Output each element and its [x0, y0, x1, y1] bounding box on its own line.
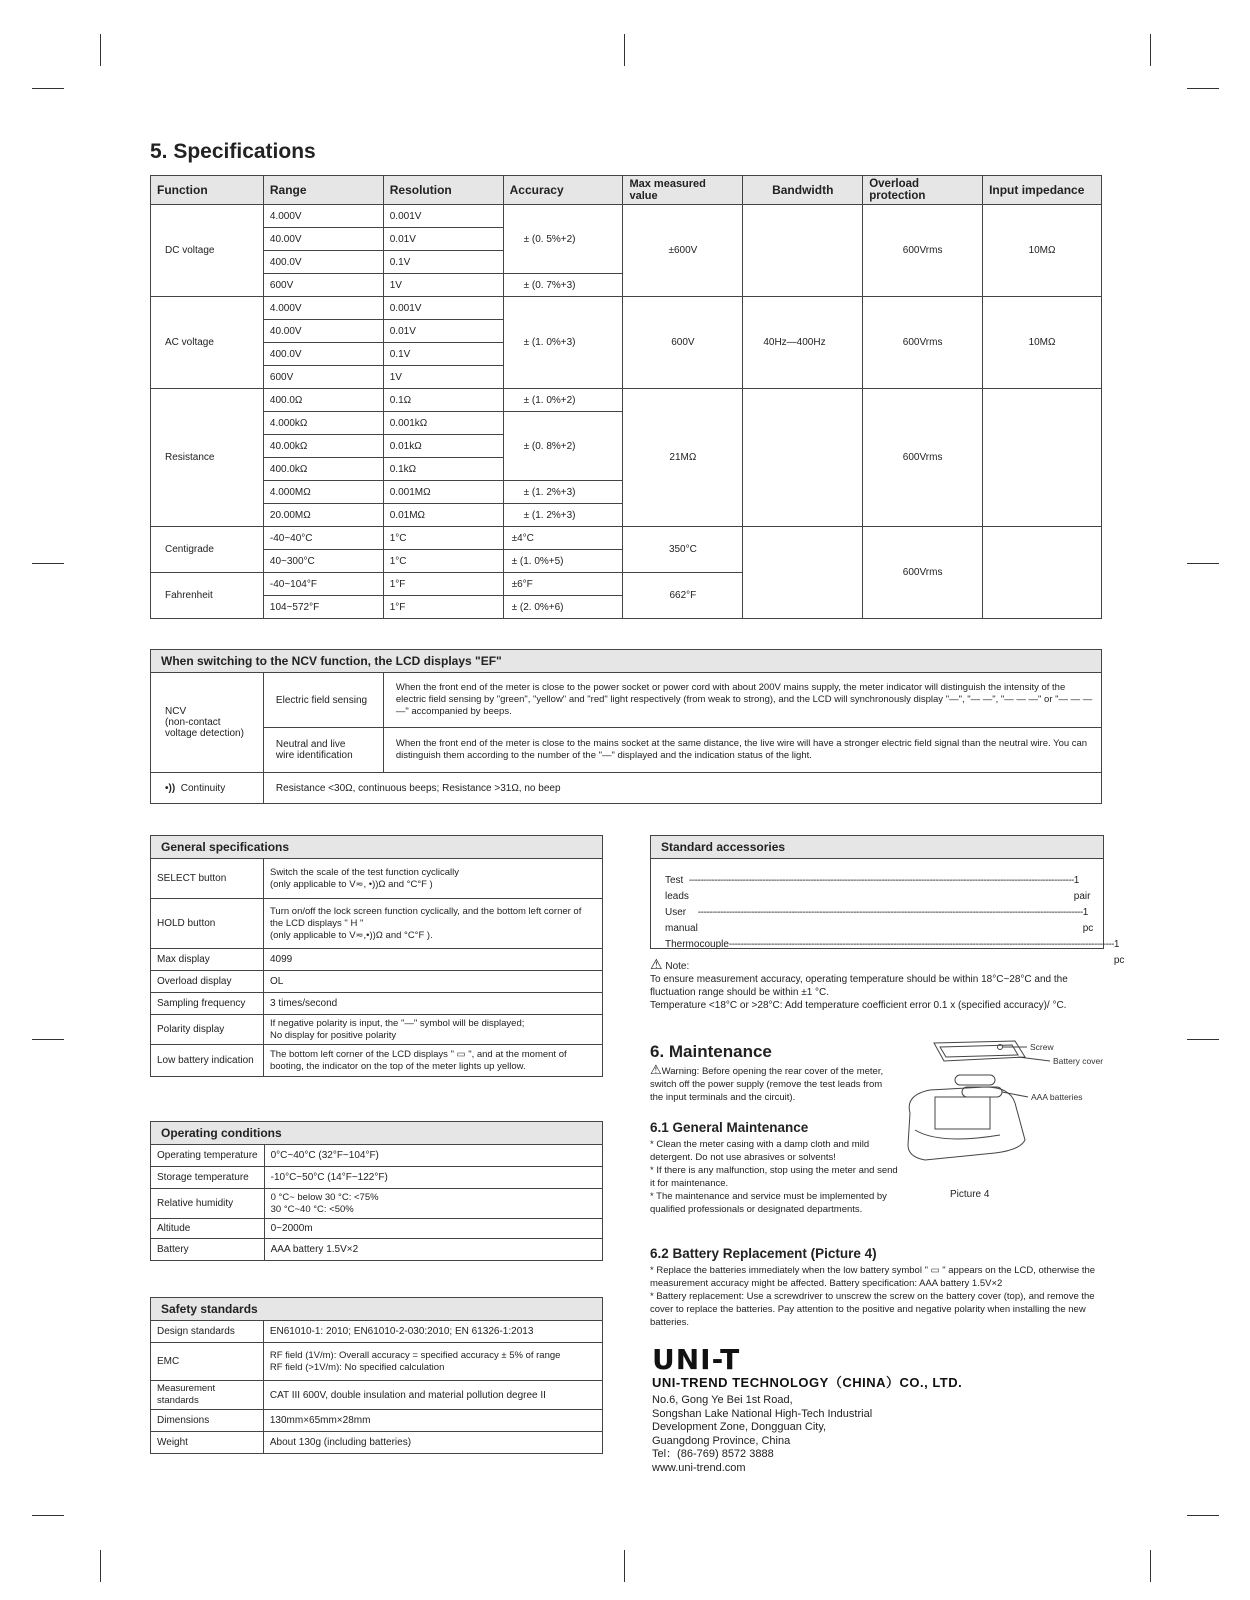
table-row — [151, 1432, 603, 1454]
spec-value: 4099 — [263, 949, 602, 971]
range-cell: 104~572°F — [263, 596, 383, 619]
spec-value: The bottom left corner of the LCD displays " ▭ ", and at the moment of booting, the indicator on the top of the meter lights up yellow. — [263, 1045, 602, 1077]
table-row — [151, 1145, 603, 1167]
accessories-header: Standard accessories — [651, 836, 1103, 859]
bandwidth-cell: 40Hz—400Hz — [743, 297, 863, 389]
range-cell: 600V — [263, 274, 383, 297]
spec-key: Dimensions — [151, 1410, 264, 1432]
header-max-measured: Max measured value — [623, 176, 743, 205]
accessory-qty: 1 pc — [1113, 939, 1125, 966]
table-row — [151, 1343, 603, 1381]
table-row — [151, 899, 603, 949]
range-cell: 4.000V — [263, 297, 383, 320]
crop-mark — [32, 1039, 64, 1040]
spec-key: Measurement standards — [151, 1381, 264, 1410]
header-range: Range — [263, 176, 383, 205]
safety-header: Safety standards — [151, 1298, 603, 1321]
impedance-cell — [983, 389, 1102, 527]
warning-icon: ⚠ — [650, 956, 663, 972]
maintenance-title: 6. Maintenance — [650, 1042, 772, 1061]
warning-icon: ⚠ — [650, 1062, 662, 1077]
spec-key: Altitude — [151, 1219, 265, 1239]
ncv-header: When switching to the NCV function, the LCD displays "EF" — [151, 650, 1102, 673]
accessories-box — [650, 835, 1125, 966]
spec-value: -10°C~50°C (14°F~122°F) — [264, 1167, 602, 1189]
function-cell: Resistance — [151, 389, 264, 527]
batteries-label: AAA batteries — [1031, 1092, 1083, 1102]
range-cell: -40~104°F — [263, 573, 383, 596]
battery-replacement-list — [650, 1264, 1105, 1329]
header-overload: Overload protection — [863, 176, 983, 205]
resolution-cell: 1V — [383, 274, 503, 297]
maintenance-warning — [650, 1063, 885, 1104]
ncv-function: NCV (non-contact voltage detection) — [151, 673, 264, 773]
leader-dots: ---------------------------------------------------------------------------------------------------------------------------------------- — [688, 875, 1074, 886]
range-cell: 400.0V — [263, 343, 383, 366]
note-title-row — [650, 958, 1105, 973]
accessories-list — [651, 859, 1125, 969]
spec-value: EN61010-1: 2010; EN61010-2-030:2010; EN 61326-1:2013 — [263, 1321, 602, 1343]
table-row — [151, 1045, 603, 1077]
website-link[interactable]: www.uni-trend.com — [652, 1461, 746, 1474]
crop-mark — [1187, 1515, 1219, 1516]
crop-mark — [100, 1550, 101, 1582]
list-item: * Battery replacement: Use a screwdriver to unscrew the screw on the battery cover (top), and remove the cover to replace the batteries. Pay attention to the positive and negative polarity when installing the new batteries. — [650, 1291, 1095, 1328]
spec-value: 0~2000m — [264, 1219, 602, 1239]
leader-dots: ---------------------------------------------------------------------------------------------------------------------------------------- — [697, 907, 1083, 918]
accessory-qty: 1 pair — [1073, 875, 1091, 902]
table-row — [151, 993, 603, 1015]
safety-standards-table — [150, 1297, 603, 1454]
overload-cell: 600Vrms — [863, 527, 983, 619]
ncv-row1-text: When the front end of the meter is close to the power socket or power cord with about 200V mains supply, the meter indicator will distinguish the intensity of the electric field sensing by "green", "yellow" and "red" light respectively (from weak to strong), and the LCD will synchronously display "—", "— —", "— — —" or "— — — —" accompanied by beeps. — [383, 673, 1101, 728]
page-title: 5. Specifications — [150, 140, 316, 163]
spec-value: Turn on/off the lock screen function cyclically, and the bottom left corner of the LCD displays " H " (only applicable to V≂,•))Ω and °C°F ).​ — [263, 899, 602, 949]
function-cell: Fahrenheit — [151, 573, 264, 619]
battery-shape — [962, 1087, 1002, 1097]
address-line: Songshan Lake National High-Tech Industrial — [652, 1407, 873, 1420]
maintenance-list — [650, 1138, 905, 1216]
impedance-cell: 10MΩ — [983, 205, 1102, 297]
battery-replacement-title: 6.2 Battery Replacement (Picture 4) — [650, 1246, 877, 1261]
table-row — [151, 1015, 603, 1045]
max-cell: ±600V — [623, 205, 743, 297]
spec-key: Storage temperature — [151, 1167, 265, 1189]
address-line: Development Zone, Dongguan City, — [652, 1421, 827, 1433]
ncv-table — [150, 649, 1102, 804]
accuracy-cell: ± (1. 0%+3) — [503, 297, 623, 389]
bandwidth-cell — [743, 389, 863, 527]
crop-mark — [100, 34, 101, 66]
resolution-cell: 0.01kΩ — [383, 435, 503, 458]
meter-edge — [915, 1130, 1000, 1139]
resolution-cell: 1°C — [383, 550, 503, 573]
spec-key: EMC — [151, 1343, 264, 1381]
crop-mark — [1187, 563, 1219, 564]
header-bandwidth: Bandwidth — [743, 176, 863, 205]
note-text: To ensure measurement accuracy, operating temperature should be within 18°C~28°C and the fluctuation range should be within ±1 °C. — [650, 974, 1068, 998]
accuracy-cell: ±4°C — [503, 527, 623, 550]
battery-replacement-illustration — [900, 1035, 1105, 1205]
list-item — [665, 905, 1094, 937]
crop-mark — [1150, 1550, 1151, 1582]
ncv-row1-label: Electric field sensing — [263, 673, 383, 728]
resolution-cell: 0.001V — [383, 205, 503, 228]
resolution-cell: 0.01V — [383, 320, 503, 343]
accessory-name: Test leads — [665, 875, 689, 902]
overload-cell: 600Vrms — [863, 389, 983, 527]
spec-value: OL — [263, 971, 602, 993]
operating-conditions-table — [150, 1121, 603, 1261]
table-row — [151, 1381, 603, 1410]
range-cell: 40.00V — [263, 228, 383, 251]
impedance-cell — [983, 527, 1102, 619]
header-accuracy: Accuracy — [503, 176, 623, 205]
max-cell: 350°C — [623, 527, 743, 573]
spec-key: SELECT button — [151, 859, 264, 899]
accuracy-cell: ± (1. 0%+5) — [503, 550, 623, 573]
crop-mark — [1187, 1039, 1219, 1040]
ncv-row2-label: Neutral and live wire identification — [263, 728, 383, 773]
spec-key: Design standards — [151, 1321, 264, 1343]
crop-mark — [624, 1550, 625, 1582]
cover-leader — [1018, 1057, 1050, 1061]
function-cell: AC voltage — [151, 297, 264, 389]
spec-value: Switch the scale of the test function cyclically (only applicable to V≂, •))Ω and °C°F ) — [263, 859, 602, 899]
beep-icon: •)) — [165, 782, 176, 794]
overload-cell: 600Vrms — [863, 205, 983, 297]
table-row — [151, 527, 1102, 550]
warning-text: Warning: Before opening the rear cover of the meter, switch off the power supply (remove the test leads from the input terminals and the circuit). — [650, 1066, 884, 1103]
impedance-cell: 10MΩ — [983, 297, 1102, 389]
spec-key: Weight — [151, 1432, 264, 1454]
resolution-cell: 1°C — [383, 527, 503, 550]
table-row — [151, 728, 1102, 773]
table-row — [151, 1410, 603, 1432]
address-line: Guangdong Province, China — [652, 1434, 791, 1447]
max-cell: 662°F — [623, 573, 743, 619]
crop-mark — [32, 563, 64, 564]
note-text: Temperature <18°C or >28°C: Add temperature coefficient error 0.1 x (specified accuracy)/ °C. — [650, 1000, 1067, 1011]
spec-key: Polarity display — [151, 1015, 264, 1045]
accuracy-cell: ± (2. 0%+6) — [503, 596, 623, 619]
resolution-cell: 1°F — [383, 596, 503, 619]
table-row — [151, 1189, 603, 1219]
ncv-row2-text: When the front end of the meter is close to the mains socket at the same distance, the live wire will have a stronger electric field signal than the neutral wire. You can distinguish them according to the number of the "—" displayed and the indication status of the light. — [383, 728, 1101, 773]
meter-back-panel — [935, 1097, 990, 1129]
battery-cover-shape — [934, 1041, 1025, 1061]
table-row — [151, 1167, 603, 1189]
address-line: Tel：(86-769) 8572 3888 — [652, 1448, 774, 1460]
meter-body-shape — [908, 1087, 1025, 1160]
header-function: Function — [151, 176, 264, 205]
spec-key: Max display — [151, 949, 264, 971]
range-cell: 400.0Ω — [263, 389, 383, 412]
general-header: General specifications — [151, 836, 603, 859]
accessory-name: Thermocouple — [665, 939, 729, 950]
leader-dots: ---------------------------------------------------------------------------------------------------------------------------------------- — [728, 939, 1114, 950]
table-row — [151, 773, 1102, 804]
spec-value: About 130g (including batteries) — [263, 1432, 602, 1454]
spec-key: Operating temperature — [151, 1145, 265, 1167]
cover-label: Battery cover — [1053, 1056, 1104, 1066]
range-cell: 600V — [263, 366, 383, 389]
spec-value: RF field (1V/m): Overall accuracy = specified accuracy ± 5% of range RF field (>1V/m): No specified calculation — [263, 1343, 602, 1381]
general-maintenance-title: 6.1 General Maintenance — [650, 1120, 809, 1135]
bandwidth-cell — [743, 205, 863, 297]
operating-header: Operating conditions — [151, 1122, 603, 1145]
table-row — [151, 971, 603, 993]
list-item: * The maintenance and service must be implemented by qualified professionals or designated departments. — [650, 1191, 887, 1215]
note-block — [650, 958, 1105, 1012]
range-cell: 4.000V — [263, 205, 383, 228]
max-cell: 600V — [623, 297, 743, 389]
accuracy-cell: ± (1. 2%+3) — [503, 481, 623, 504]
accuracy-cell: ± (0. 5%+2) — [503, 205, 623, 274]
function-cell: DC voltage — [151, 205, 264, 297]
range-cell: 400.0kΩ — [263, 458, 383, 481]
resolution-cell: 0.01MΩ — [383, 504, 503, 527]
resolution-cell: 0.1V — [383, 343, 503, 366]
range-cell: 4.000kΩ — [263, 412, 383, 435]
spec-key: Overload display — [151, 971, 264, 993]
spec-key: Low battery indication — [151, 1045, 264, 1077]
range-cell: -40~40°C — [263, 527, 383, 550]
list-item — [665, 873, 1089, 905]
resolution-cell: 0.001V — [383, 297, 503, 320]
resolution-cell: 0.001kΩ — [383, 412, 503, 435]
list-item: * Clean the meter casing with a damp cloth and mild detergent. Do not use abrasives or solvents! — [650, 1139, 870, 1163]
header-impedance: Input impedance — [983, 176, 1102, 205]
specifications-table — [150, 175, 1102, 619]
resolution-cell: 0.1kΩ — [383, 458, 503, 481]
accuracy-cell: ± (1. 0%+2) — [503, 389, 623, 412]
resolution-cell: 0.1V — [383, 251, 503, 274]
table-row — [151, 389, 1102, 412]
uni-t-logo: UNI-T — [652, 1343, 741, 1376]
bandwidth-cell — [743, 527, 863, 619]
spec-value: AAA battery 1.5V×2 — [264, 1239, 602, 1261]
spec-value: 3 times/second — [263, 993, 602, 1015]
crop-mark — [32, 88, 64, 89]
table-row — [151, 1321, 603, 1343]
spec-value: 130mm×65mm×28mm — [263, 1410, 602, 1432]
spec-key: Sampling frequency — [151, 993, 264, 1015]
company-address — [652, 1394, 872, 1475]
accuracy-cell: ± (1. 2%+3) — [503, 504, 623, 527]
company-name: UNI-TREND TECHNOLOGY（CHINA）CO., LTD. — [652, 1375, 963, 1390]
spec-value: If negative polarity is input, the "—" symbol will be displayed; No display for positive polarity — [263, 1015, 602, 1045]
list-item: * Replace the batteries immediately when the low battery symbol " ▭ " appears on the LCD, otherwise the measurement accuracy might be affected. Battery specification: AAA battery 1.5V×2 — [650, 1265, 1096, 1289]
range-cell: 4.000MΩ — [263, 481, 383, 504]
table-row — [151, 859, 603, 899]
range-cell: 40.00kΩ — [263, 435, 383, 458]
spec-key: Relative humidity — [151, 1189, 265, 1219]
spec-value: 0 °C~ below 30 °C: <75% 30 °C~40 °C: <50% — [264, 1189, 602, 1219]
screw-label: Screw — [1030, 1042, 1054, 1052]
resolution-cell: 0.01V — [383, 228, 503, 251]
table-row — [151, 1219, 603, 1239]
continuity-cell — [151, 773, 264, 804]
range-cell: 400.0V — [263, 251, 383, 274]
crop-mark — [32, 1515, 64, 1516]
max-cell: 21MΩ — [623, 389, 743, 527]
batteries-leader — [1002, 1092, 1028, 1097]
list-item: * If there is any malfunction, stop using the meter and send it for maintenance. — [650, 1165, 898, 1189]
continuity-label: Continuity — [180, 782, 226, 794]
table-row — [151, 297, 1102, 320]
range-cell: 20.00MΩ — [263, 504, 383, 527]
table-row — [151, 949, 603, 971]
spec-value: 0°C~40°C (32°F~104°F) — [264, 1145, 602, 1167]
table-row — [151, 1239, 603, 1261]
continuity-text: Resistance <30Ω, continuous beeps; Resistance >31Ω, no beep — [263, 773, 1101, 804]
crop-mark — [1187, 88, 1219, 89]
range-cell: 40~300°C — [263, 550, 383, 573]
spec-key: HOLD button — [151, 899, 264, 949]
table-header-row — [151, 176, 1102, 205]
general-specifications-table — [150, 835, 603, 1077]
resolution-cell: 0.001MΩ — [383, 481, 503, 504]
crop-mark — [624, 34, 625, 66]
function-cell: Centigrade — [151, 527, 264, 573]
accessory-qty: 1 pc — [1082, 907, 1094, 934]
accuracy-cell: ± (0. 8%+2) — [503, 412, 623, 481]
table-row — [151, 673, 1102, 728]
battery-shape — [955, 1075, 995, 1085]
spec-key: Battery — [151, 1239, 265, 1261]
crop-mark — [1150, 34, 1151, 66]
picture-caption: Picture 4 — [950, 1189, 990, 1200]
resolution-cell: 1°F — [383, 573, 503, 596]
resolution-cell: 0.1Ω — [383, 389, 503, 412]
range-cell: 40.00V — [263, 320, 383, 343]
accuracy-cell: ±6°F — [503, 573, 623, 596]
overload-cell: 600Vrms — [863, 297, 983, 389]
note-title: Note: — [665, 961, 690, 972]
header-resolution: Resolution — [383, 176, 503, 205]
resolution-cell: 1V — [383, 366, 503, 389]
address-line: No.6, Gong Ye Bei 1st Road, — [652, 1394, 793, 1406]
accuracy-cell: ± (0. 7%+3) — [503, 274, 623, 297]
accessory-name: User manual — [665, 907, 698, 934]
table-row — [151, 205, 1102, 228]
spec-value: CAT III 600V, double insulation and material pollution degree II — [263, 1381, 602, 1410]
